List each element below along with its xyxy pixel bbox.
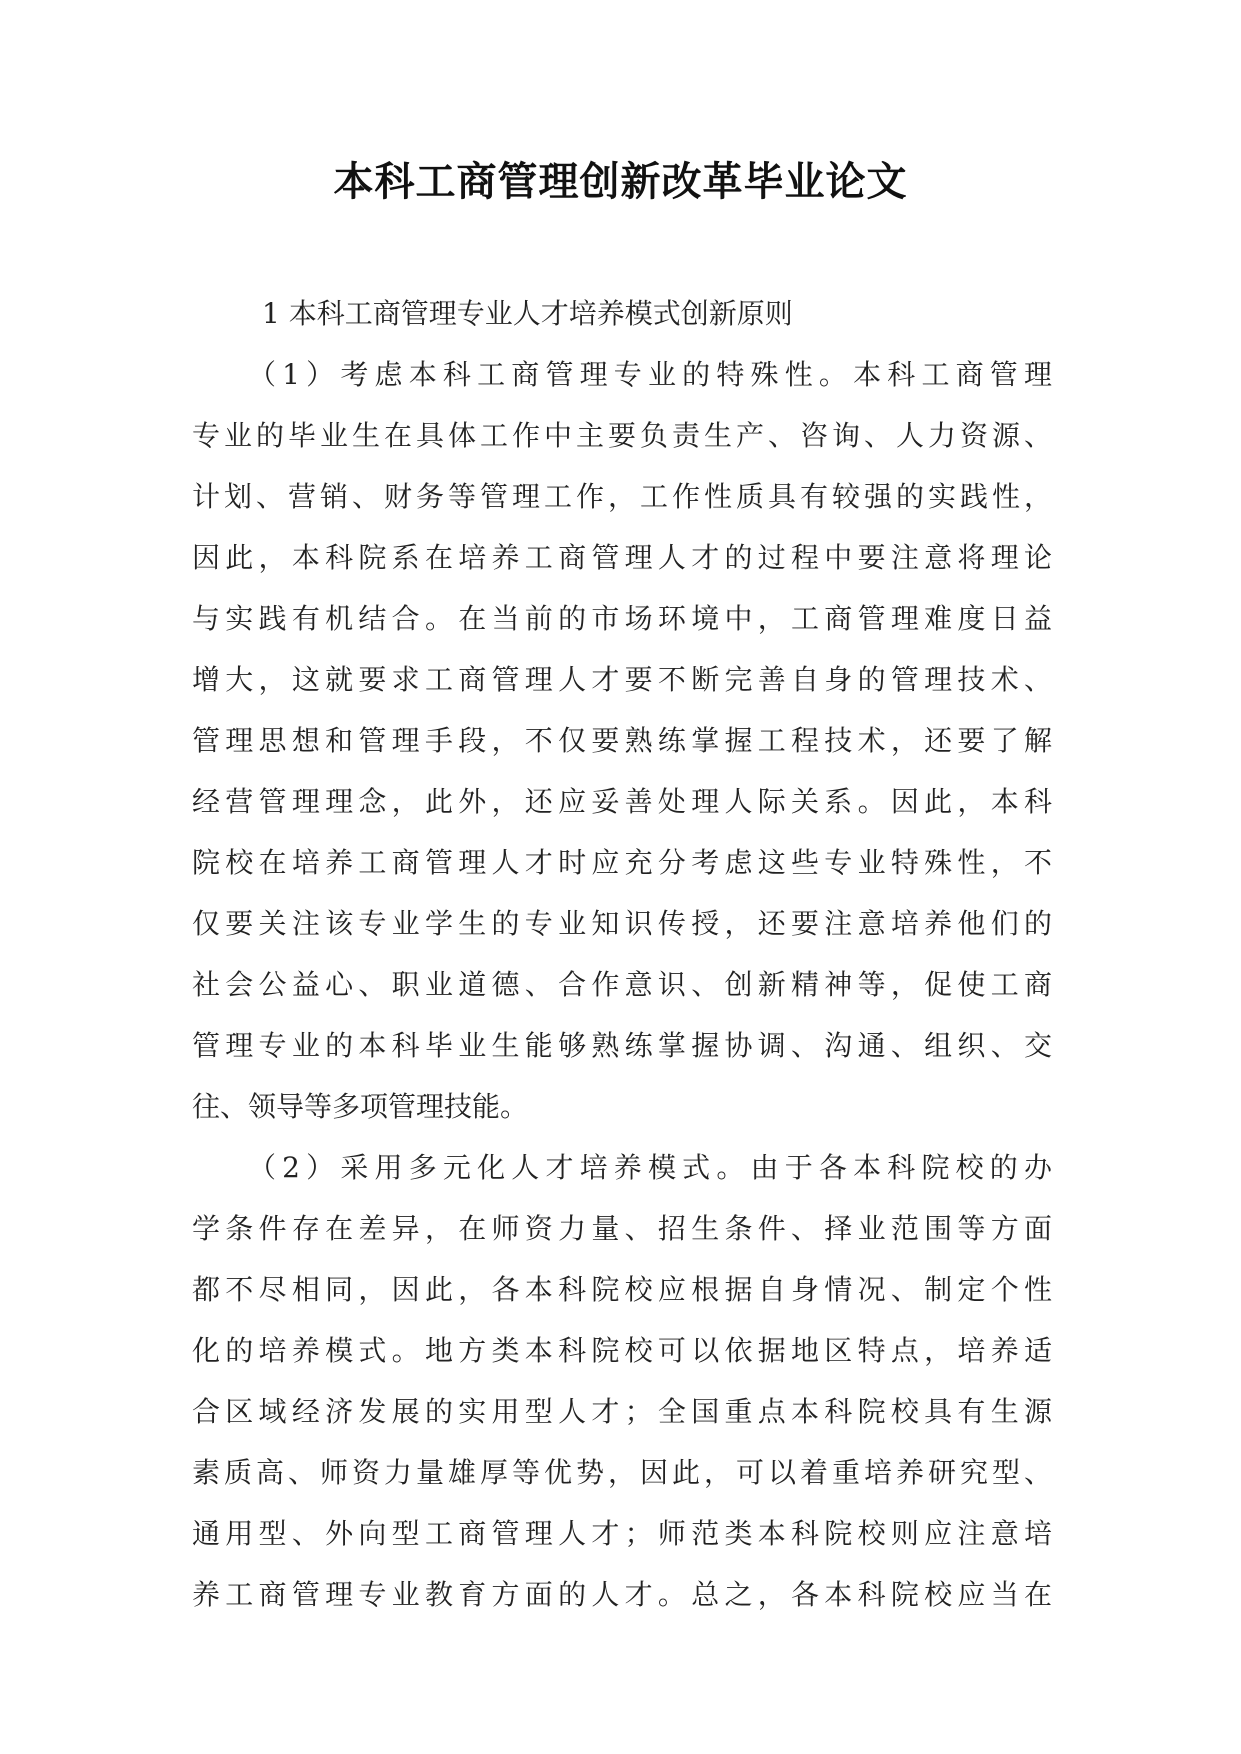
paragraph-2-line: （2）采用多元化人才培养模式。由于各本科院校的办 (248, 1151, 1052, 1184)
paragraph-2-line: 都不尽相同，因此，各本科院校应根据自身情况、制定个性 (192, 1273, 1052, 1306)
paragraph-1-line: 计划、营销、财务等管理工作，工作性质具有较强的实践性， (192, 480, 1052, 513)
paragraph-2-line: 通用型、外向型工商管理人才；师范类本科院校则应注意培 (192, 1517, 1052, 1550)
paragraph-2-line: 学条件存在差异，在师资力量、招生条件、择业范围等方面 (192, 1212, 1052, 1245)
document-body (192, 283, 1052, 1625)
paragraph-2-line: 化的培养模式。地方类本科院校可以依据地区特点，培养适 (192, 1334, 1052, 1367)
paragraph-1-line: 因此，本科院系在培养工商管理人才的过程中要注意将理论 (192, 541, 1052, 574)
paragraph-1-line: 社会公益心、职业道德、合作意识、创新精神等，促使工商 (192, 968, 1052, 1001)
paragraph-1-line: 专业的毕业生在具体工作中主要负责生产、咨询、人力资源、 (192, 419, 1052, 452)
paragraph-1-line: 管理思想和管理手段，不仅要熟练掌握工程技术，还要了解 (192, 724, 1052, 757)
paragraph-1-line: （1）考虑本科工商管理专业的特殊性。本科工商管理 (248, 358, 1052, 391)
paragraph-1-line: 往、领导等多项管理技能。 (192, 1090, 529, 1123)
paragraph-1-line: 经营管理理念，此外，还应妥善处理人际关系。因此，本科 (192, 785, 1052, 818)
paragraph-2-line: 合区域经济发展的实用型人才；全国重点本科院校具有生源 (192, 1395, 1052, 1428)
document-title: 本科工商管理创新改革毕业论文 (333, 159, 908, 205)
paragraph-1-line: 院校在培养工商管理人才时应充分考虑这些专业特殊性，不 (192, 846, 1052, 879)
paragraph-1-line: 增大，这就要求工商管理人才要不断完善自身的管理技术、 (192, 663, 1052, 696)
section-heading: 1 本科工商管理专业人才培养模式创新原则 (262, 297, 793, 330)
paragraph-1-line: 管理专业的本科毕业生能够熟练掌握协调、沟通、组织、交 (192, 1029, 1052, 1062)
paragraph-2-line: 素质高、师资力量雄厚等优势，因此，可以着重培养研究型、 (192, 1456, 1052, 1489)
paragraph-1-line: 仅要关注该专业学生的专业知识传授，还要注意培养他们的 (192, 907, 1052, 940)
paragraph-1-line: 与实践有机结合。在当前的市场环境中，工商管理难度日益 (192, 602, 1052, 635)
paragraph-2-line: 养工商管理专业教育方面的人才。总之，各本科院校应当在 (192, 1578, 1052, 1611)
